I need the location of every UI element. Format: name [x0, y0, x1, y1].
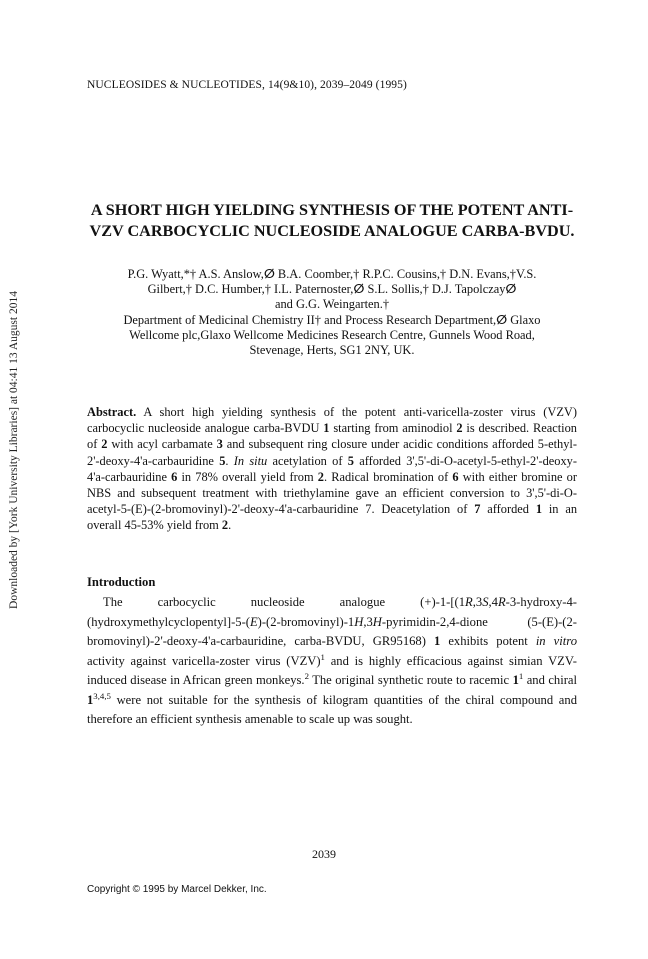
- intro-text: were not suitable for the synthesis of kilogram quantities of the chiral compound and therefore an efficient synthesis amenable to scale up was sought.: [87, 692, 577, 726]
- abstract-text: with acyl carbamate: [107, 437, 217, 452]
- abstract-text: afforded: [480, 502, 536, 517]
- compound-ref: 6: [452, 469, 459, 484]
- abstract-text: in 78% overall yield from: [177, 469, 318, 484]
- intro-text: The original synthetic route to racemic: [308, 673, 513, 687]
- compound-ref: 2: [101, 437, 108, 452]
- title-line-1: A SHORT HIGH YIELDING SYNTHESIS OF THE POTENT ANTI-: [90, 201, 574, 219]
- intro-italic: H: [354, 614, 364, 629]
- download-watermark: [6, 270, 22, 630]
- title-line-2: VZV CARBOCYCLIC NUCLEOSIDE ANALOGUE CARBA-BVDU.: [89, 222, 575, 240]
- intro-italic: R: [465, 595, 473, 609]
- intro-text: exhibits potent: [440, 634, 536, 648]
- page-number: 2039: [312, 847, 336, 861]
- intro-italic: H: [372, 614, 382, 629]
- intro-text: and chiral: [523, 673, 577, 687]
- abstract-text: and subsequent ring closure under acidic conditions afforded 5-ethyl-2'-deoxy-4'a-carbauridine: [87, 437, 577, 468]
- abstract-italic: In situ: [233, 453, 268, 468]
- compound-ref: 2: [456, 421, 463, 436]
- intro-text: ,3: [363, 614, 373, 629]
- compound-ref: 7: [474, 502, 481, 517]
- authors-line-3: and G.G. Weingarten.†: [274, 297, 390, 312]
- affiliation-line-2: Wellcome plc,Glaxo Wellcome Medicines Research Centre, Gunnels Wood Road,: [129, 327, 535, 342]
- article-title: [87, 200, 577, 242]
- abstract-text: with either bromine or NBS and subsequent treatment with triethylamine gave an efficient conversion to 3',5'-di-O-acetyl-5-(E)-(2-bromovinyl)-2'-deoxy-4'a-carbauridine 7. Deacetylation of: [87, 469, 577, 517]
- abstract-text: A short high yielding synthesis of the potent anti-varicella-zoster virus (VZV) carbocyclic nucleoside analogue carba-BVDU: [87, 405, 577, 436]
- abstract-text: .: [225, 453, 234, 468]
- abstract-text: afforded 3',5'-di-O-acetyl-5-ethyl-2'-deoxy-4'a-carbauridine: [87, 453, 578, 484]
- copyright-notice: Copyright © 1995 by Marcel Dekker, Inc.: [87, 884, 267, 895]
- compound-ref: 1: [87, 692, 94, 707]
- compound-ref: 3: [216, 437, 223, 452]
- affiliation-line-3: Stevenage, Herts, SG1 2NY, UK.: [249, 343, 415, 358]
- abstract-text: . Radical bromination of: [323, 469, 453, 484]
- authors-line-2: Gilbert,† D.C. Humber,† I.L. Paternoster,ⵁ S.L. Sollis,† D.J. Tapolczayⵁ: [147, 282, 517, 297]
- intro-text: -3-hydroxy-4-(hydroxymethylcyclopentyl]-5-(: [87, 595, 577, 629]
- intro-italic: E: [249, 614, 258, 629]
- intro-text: and is highly efficacious against simian VZV-induced disease in African green monkeys.: [87, 653, 577, 687]
- compound-ref: 5: [219, 453, 226, 468]
- intro-text: -pyrimidin-2,4-dione (5-(E)-(2-bromovinyl)-2'-deoxy-4'a-carbauridine, carba-BVDU, GR95168): [87, 614, 577, 648]
- citation-superscript: 3,4,5: [93, 690, 111, 701]
- compound-ref: 1: [535, 502, 543, 517]
- abstract-text: starting from aminodiol: [329, 421, 457, 436]
- introduction-paragraph: [87, 593, 577, 730]
- compound-ref: 1: [323, 421, 330, 436]
- authors-line-1: P.G. Wyatt,*† A.S. Anslow,ⵁ B.A. Coomber,† R.P.C. Cousins,† D.N. Evans,†V.S.: [127, 267, 537, 281]
- intro-text: ,3: [472, 595, 483, 609]
- compound-ref: 6: [171, 469, 178, 484]
- abstract-text: acetylation of: [267, 453, 348, 468]
- introduction-heading: Introduction: [87, 575, 156, 589]
- citation-superscript: 2: [304, 670, 309, 681]
- compound-ref: 1: [433, 634, 441, 648]
- affiliation-line-1: Department of Medicinal Chemistry II† and Process Research Department,ⵁ Glaxo: [123, 312, 541, 327]
- compound-ref: 2: [221, 518, 229, 533]
- intro-text: ,4: [488, 595, 498, 609]
- intro-italic: R: [497, 595, 506, 609]
- abstract-label: Abstract.: [87, 405, 137, 419]
- compound-ref: 5: [347, 453, 354, 468]
- citation-superscript: 1: [320, 651, 325, 662]
- intro-italic: in vitro: [535, 634, 577, 648]
- intro-text: )-(2-bromovinyl)-1: [257, 614, 355, 629]
- abstract-text: is described. Reaction of: [87, 421, 578, 452]
- download-watermark-text: Downloaded by [York University Libraries] at 04:41 13 August 2014: [8, 291, 20, 609]
- journal-citation: NUCLEOSIDES & NUCLEOTIDES, 14(9&10), 2039–2049 (1995): [87, 79, 407, 91]
- compound-ref: 2: [317, 469, 324, 484]
- abstract-text: .: [228, 518, 232, 533]
- intro-text: The carbocyclic nucleoside analogue (+)-1-[(1: [103, 595, 466, 609]
- abstract-paragraph: [87, 404, 577, 534]
- compound-ref: 1: [512, 673, 519, 687]
- intro-italic: S: [482, 595, 489, 609]
- author-block: [87, 267, 577, 358]
- citation-superscript: 1: [518, 670, 524, 681]
- intro-text: activity against varicella-zoster virus (VZV): [87, 653, 321, 668]
- abstract-text: in an overall 45-53% yield from: [87, 502, 578, 533]
